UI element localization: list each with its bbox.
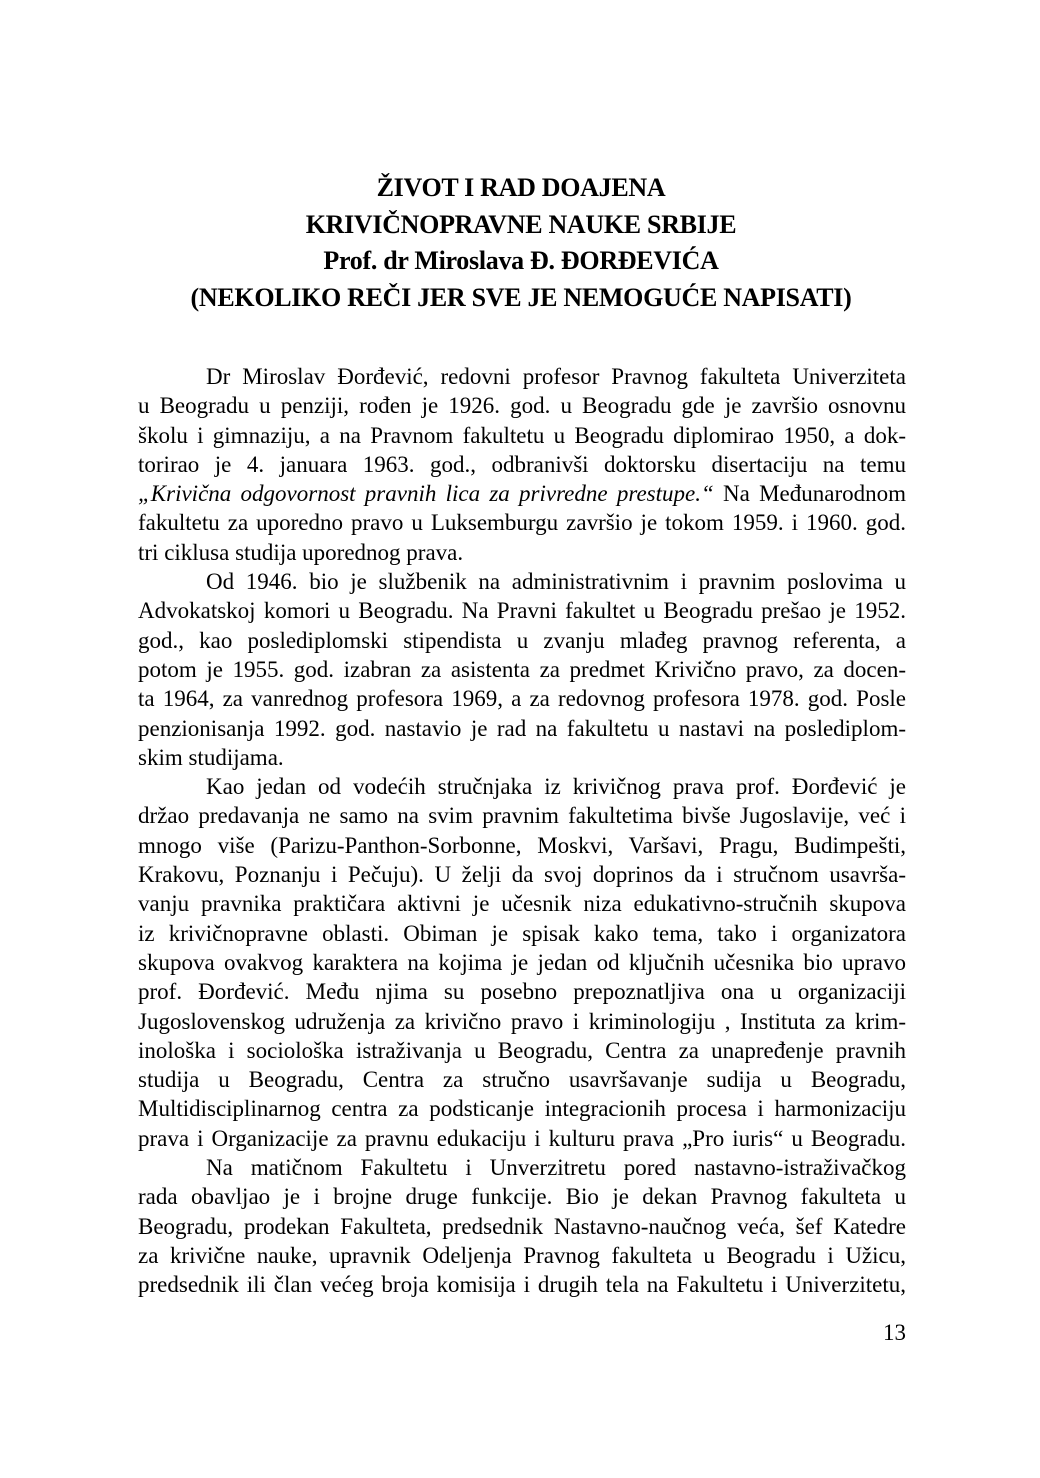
body-line (138, 977, 906, 1006)
text-segment: u Beogradu u penziji, rođen je 1926. god. u Beogradu gde je završio osnovnu (138, 393, 906, 419)
text-segment: studija u Beogradu, Centra za stručno usavršavanje sudija u Beogradu, (138, 1067, 906, 1093)
text-segment: potom je 1955. god. izabran za asistenta za predmet Krivično pravo, za docen- (138, 656, 906, 682)
text-segment: fakultetu za uporedno pravo u Luksemburgu završio je tokom 1959. i 1960. god. (138, 510, 906, 536)
text-segment: ta 1964, za vanrednog profesora 1969, a za redovnog profesora 1978. god. Posle (138, 686, 906, 712)
text-segment: Na Međunarodnom (713, 481, 906, 507)
body-line (138, 567, 906, 596)
body-line (138, 1212, 906, 1241)
body-line (138, 479, 906, 508)
body-line (138, 831, 906, 860)
body-line (138, 1270, 906, 1299)
body-line (138, 1241, 906, 1270)
text-segment: držao predavanja ne samo na svim pravnim fakultetima bivše Jugoslavije, već i (138, 803, 906, 829)
text-segment: prava i Organizacije za pravnu edukaciju i kulturu prava „Pro iuris“ u Beogradu. (138, 1125, 906, 1151)
body-line (138, 1094, 906, 1123)
italic-quotation: „Krivična odgovornost pravnih lica za privredne prestupe.“ (138, 481, 714, 507)
body-line (138, 1124, 906, 1153)
text-segment: Na matičnom Fakultetu i Unverzitretu pored nastavno-istraživačkog (206, 1155, 906, 1181)
body-line (138, 743, 906, 772)
body-line (138, 860, 906, 889)
body-line (138, 714, 906, 743)
text-segment: Dr Miroslav Đorđević, redovni profesor Pravnog fakulteta Univerziteta (206, 364, 906, 389)
text-segment: tri ciklusa studija uporednog prava. (138, 539, 464, 565)
body-line (138, 948, 906, 977)
body-line (138, 801, 906, 830)
page-number: 13 (883, 1320, 906, 1345)
text-segment: predsednik ili član većeg broja komisija i drugih tela na Fakultetu i Univerzitetu, (138, 1272, 906, 1298)
body-line (138, 1007, 906, 1036)
text-segment: mnogo više (Parizu-Panthon-Sorbonne, Moskvi, Varšavi, Pragu, Budimpešti, (138, 832, 906, 858)
body-line (138, 508, 906, 537)
text-segment: prof. Đorđević. Među njima su posebno prepoznatljiva ona u organizaciji (138, 979, 906, 1005)
document-body (138, 362, 906, 1300)
title-line-4: (NEKOLIKO REČI JER SVE JE NEMOGUĆE NAPISATI) (190, 282, 852, 312)
text-segment: Kao jedan od vodećih stručnjaka iz krivičnog prava prof. Đorđević je (206, 774, 906, 800)
body-line (138, 1036, 906, 1065)
text-segment: inološka i sociološka istraživanja u Beogradu, Centra za unapređenje pravnih (138, 1037, 906, 1063)
text-segment: Jugoslovenskog udruženja za krivično pravo i kriminologiju , Instituta za krim- (138, 1008, 906, 1034)
body-line (138, 626, 906, 655)
title-line-2: KRIVIČNOPRAVNE NAUKE SRBIJE (305, 209, 737, 239)
body-line (138, 450, 906, 479)
body-line (138, 889, 906, 918)
body-line (138, 391, 906, 420)
text-segment: penzionisanja 1992. god. nastavio je rad na fakultetu u nastavi na poslediplom- (138, 715, 906, 741)
text-segment: Krakovu, Poznanju i Pečuju). U želji da svoj doprinos da i stručnom usavrša- (138, 862, 906, 888)
text-segment: god., kao poslediplomski stipendista u zvanju mlađeg pravnog referenta, a (138, 627, 906, 653)
article-title (136, 170, 906, 316)
text-segment: Beogradu, prodekan Fakulteta, predsednik Nastavno-naučnog veća, šef Katedre (138, 1213, 906, 1239)
body-line (138, 596, 906, 625)
paragraph-4 (138, 1153, 906, 1299)
text-segment: školu i gimnaziju, a na Pravnom fakultetu u Beogradu diplomirao 1950, a dok- (138, 422, 906, 448)
body-line (138, 684, 906, 713)
body-line (138, 1182, 906, 1211)
body-line (138, 919, 906, 948)
body-line (138, 772, 906, 801)
text-segment: skupova ovakvog karaktera na kojima je jedan od ključnih učesnika bio upravo (138, 949, 906, 975)
body-line (138, 1153, 906, 1182)
text-segment: rada obavljao je i brojne druge funkcije. Bio je dekan Pravnog fakulteta u (138, 1184, 906, 1210)
text-segment: torirao je 4. januara 1963. god., odbranivši doktorsku disertaciju na temu (138, 451, 906, 477)
body-line (138, 362, 906, 391)
text-segment: vanju pravnika praktičara aktivni je učesnik niza edukativno-stručnih skupova (138, 891, 906, 917)
paragraph-3 (138, 772, 906, 1153)
text-segment: Multidisciplinarnog centra za podsticanje integracionih procesa i harmonizaciju (138, 1096, 906, 1122)
body-line (138, 538, 906, 567)
text-segment: Od 1946. bio je službenik na administrativnim i pravnim poslovima u (206, 569, 906, 595)
text-segment: skim studijama. (138, 744, 284, 770)
body-line (138, 655, 906, 684)
paragraph-1 (138, 362, 906, 567)
body-line (138, 421, 906, 450)
text-segment: Advokatskoj komori u Beogradu. Na Pravni fakultet u Beogradu prešao je 1952. (138, 598, 906, 624)
body-line (138, 1065, 906, 1094)
text-segment: iz krivičnopravne oblasti. Obiman je spisak kako tema, tako i organizatora (138, 920, 906, 946)
text-segment: za krivične nauke, upravnik Odeljenja Pravnog fakulteta u Beogradu i Užicu, (138, 1242, 906, 1268)
title-line-1: ŽIVOT I RAD DOAJENA (376, 173, 666, 202)
title-line-3: Prof. dr Miroslava Đ. ĐORĐEVIĆA (323, 246, 719, 275)
paragraph-2 (138, 567, 906, 772)
